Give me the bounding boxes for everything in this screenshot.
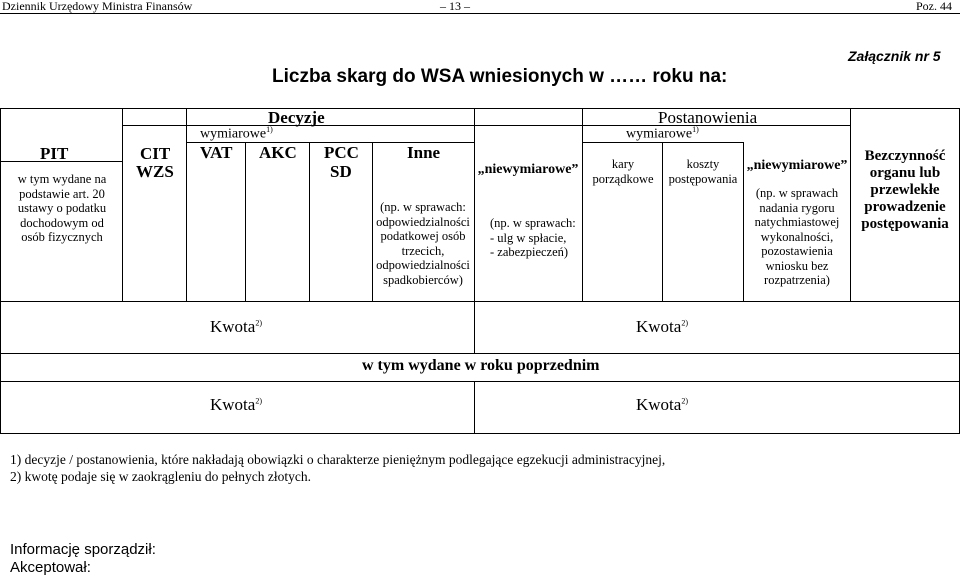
niewymiarowe-postanowienia-sub: (np. w sprawach nadania rygoru natychmiastowej wykonalności, pozostawienia wniosku bez rozpatrzenia) bbox=[754, 186, 840, 287]
footnote-2: 2) kwotę podaje się w zaokrągleniu do pełnych złotych. bbox=[10, 469, 312, 484]
page-header bbox=[0, 0, 960, 14]
sd-header: SD bbox=[330, 162, 352, 181]
pit-header: PIT bbox=[40, 144, 69, 163]
page-number: – 13 – bbox=[440, 0, 470, 13]
kwota-decyzje: Kwota$^{2)}$ bbox=[210, 317, 262, 336]
akc-header: AKC bbox=[259, 143, 297, 162]
decyzje-header: Decyzje bbox=[268, 108, 325, 127]
w-tym-label: w tym wydane w roku poprzednim bbox=[362, 357, 600, 374]
journal-name: Dziennik Urzędowy Ministra Finansów bbox=[2, 0, 193, 13]
postanowienia-header: Postanowienia bbox=[658, 108, 758, 127]
cit-header: CIT bbox=[140, 144, 171, 163]
inne-header: Inne bbox=[407, 143, 441, 162]
page-title: Liczba skarg do WSA wniesionych w …… roku na: bbox=[272, 66, 728, 87]
wymiarowe-decyzje: wymiarowe$^{1)}$ bbox=[200, 125, 273, 142]
footnotes bbox=[10, 451, 665, 485]
kwota-postanowienia: Kwota$^{2)}$ bbox=[636, 317, 688, 336]
accepted-by-label: Akceptował: bbox=[10, 559, 91, 576]
niewymiarowe-decyzje-sub: (np. w sprawach: - ulg w spłacie, - zabezpieczeń) bbox=[490, 216, 576, 259]
wzs-header: WZS bbox=[136, 162, 174, 181]
kwota-decyzje-prev: Kwota$^{2)}$ bbox=[210, 395, 262, 414]
prepared-by-label: Informację sporządził: bbox=[10, 541, 156, 558]
signature-block bbox=[10, 541, 156, 577]
vat-header: VAT bbox=[200, 143, 233, 162]
niewymiarowe-postanowienia: „niewymiarowe” bbox=[746, 158, 848, 173]
footnote-1: 1) decyzje / postanowienia, które nakładają obowiązki o charakterze pieniężnym podlegające egzekucji administracyjnej, bbox=[10, 452, 666, 467]
koszty-header: koszty postępowania bbox=[668, 157, 738, 186]
inne-subheader: (np. w sprawach: odpowiedzialności podatkowej osób trzecich, odpowiedzialności spadkobierców) bbox=[376, 200, 470, 287]
kary-header: kary porządkowe bbox=[592, 157, 654, 186]
kwota-postanowienia-prev: Kwota$^{2)}$ bbox=[636, 395, 688, 414]
pcc-header: PCC bbox=[324, 143, 359, 162]
position-number: Poz. 44 bbox=[916, 0, 952, 13]
annex-label: Załącznik nr 5 bbox=[848, 48, 941, 64]
bezczynnosc-header: Bezczynność organu lub przewlekłe prowadzenie postępowania bbox=[861, 148, 949, 232]
header-rule bbox=[0, 13, 960, 14]
pit-subheader: w tym wydane na podstawie art. 20 ustawy o podatku dochodowym od osób fizycznych bbox=[17, 172, 107, 244]
wymiarowe-postanowienia: wymiarowe$^{1)}$ bbox=[626, 125, 699, 142]
niewymiarowe-decyzje: „niewymiarowe” bbox=[477, 162, 579, 177]
